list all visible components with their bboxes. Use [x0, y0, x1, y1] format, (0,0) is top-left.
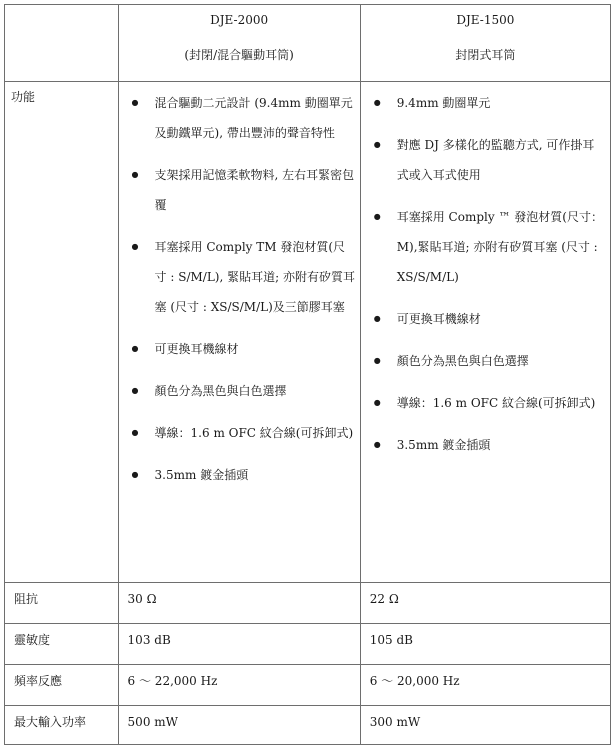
spec-comparison-table: [4, 4, 611, 745]
header-empty-cell: [5, 5, 119, 82]
value-dje1500: 6 ～ 20,000 Hz: [360, 665, 610, 706]
list-item: ● 3.5mm 鍍金插頭: [361, 430, 606, 460]
value-dje2000: 30 Ω: [118, 583, 360, 624]
value-dje1500: 105 dB: [360, 624, 610, 665]
list-item: ● 混合驅動二元設計 (9.4mm 動圈單元及動鐵單元), 帶出豐沛的聲音特性: [119, 88, 356, 148]
list-item: ● 顏色分為黑色與白色選擇: [361, 346, 606, 376]
model-name: DJE-1500: [456, 13, 515, 27]
value-dje2000: 6 ～ 22,000 Hz: [118, 665, 360, 706]
value-dje1500: 300 mW: [360, 706, 610, 745]
list-item: ● 對應 DJ 多樣化的監聽方式, 可作掛耳式或入耳式使用: [361, 130, 606, 190]
list-item: ● 支架採用記憶柔軟物料, 左右耳緊密包覆: [119, 160, 356, 220]
header-dje2000: [118, 5, 360, 82]
feature-list: [361, 82, 610, 460]
model-type: (封閉/混合驅動耳筒): [184, 48, 294, 62]
row-label: 靈敏度: [5, 624, 119, 665]
max-input-power-row: [5, 706, 611, 745]
list-item: ● 3.5mm 鍍金插頭: [119, 460, 356, 490]
model-name: DJE-2000: [210, 13, 269, 27]
sensitivity-row: [5, 624, 611, 665]
list-item: ● 可更換耳機線材: [361, 304, 606, 334]
features-dje2000: [118, 82, 360, 583]
model-type: 封閉式耳筒: [455, 48, 516, 62]
row-label: 頻率反應: [5, 665, 119, 706]
row-label: 功能: [5, 82, 119, 583]
list-item: ● 導線：1.6 m OFC 紋合線(可拆卸式): [119, 418, 356, 448]
list-item: ● 耳塞採用 Comply TM 發泡材質(尺寸 : S/M/L), 緊貼耳道; 亦附有矽質耳塞 (尺寸 : XS/S/M/L)及三節膠耳塞: [119, 232, 356, 322]
impedance-row: [5, 583, 611, 624]
value-dje2000: 500 mW: [118, 706, 360, 745]
feature-list: [119, 82, 360, 490]
list-item: ● 可更換耳機線材: [119, 334, 356, 364]
row-label: 阻抗: [5, 583, 119, 624]
header-dje1500: [360, 5, 610, 82]
list-item: ● 顏色分為黑色與白色選擇: [119, 376, 356, 406]
header-row: [5, 5, 611, 82]
frequency-response-row: [5, 665, 611, 706]
list-item: ● 耳塞採用 Comply ™ 發泡材質(尺寸： M),緊貼耳道; 亦附有矽質耳塞 (尺寸 : XS/S/M/L): [361, 202, 606, 292]
list-item: ● 導線：1.6 m OFC 紋合線(可拆卸式): [361, 388, 606, 418]
row-label: 最大輸入功率: [5, 706, 119, 745]
list-item: ● 9.4mm 動圈單元: [361, 88, 606, 118]
features-row: [5, 82, 611, 583]
value-dje1500: 22 Ω: [360, 583, 610, 624]
features-dje1500: [360, 82, 610, 583]
value-dje2000: 103 dB: [118, 624, 360, 665]
